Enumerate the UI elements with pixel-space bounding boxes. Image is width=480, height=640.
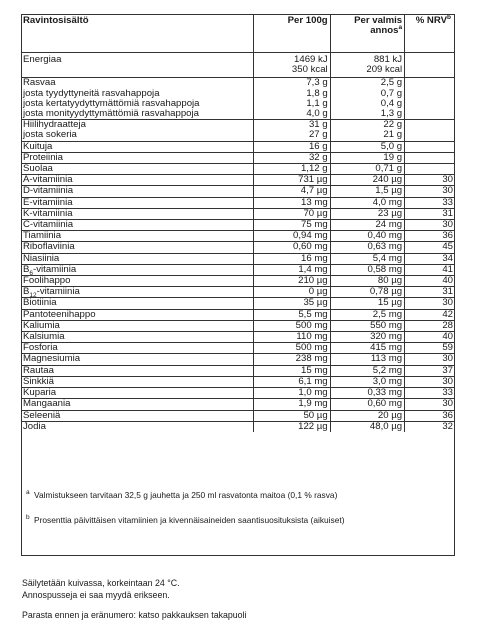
table-row xyxy=(21,354,455,365)
storage-line-2: Annospusseja ei saa myydä erikseen. xyxy=(22,590,170,600)
row-label: C-vitamiinia xyxy=(21,220,254,231)
value-per-serving: 23 µg xyxy=(330,208,404,219)
row-label: Rautaa xyxy=(21,365,254,376)
value-nrv: 59 xyxy=(405,343,455,354)
value-nrv: 31 xyxy=(405,287,455,298)
row-label: Tiamiinia xyxy=(21,231,254,242)
table-row xyxy=(21,78,455,89)
value-nrv: 33 xyxy=(405,197,455,208)
value-per-serving: 4,0 mg xyxy=(330,197,404,208)
value-per-serving: 1,3 g xyxy=(330,109,404,120)
row-label: Biotiinia xyxy=(21,298,254,309)
row-label: Energiaa xyxy=(21,53,254,78)
value-nrv: 32 xyxy=(405,421,455,432)
table-row xyxy=(21,197,455,208)
table-row xyxy=(21,410,455,421)
value-per-serving: 2,5 g xyxy=(330,78,404,89)
table-row xyxy=(21,332,455,343)
value-nrv xyxy=(405,89,455,99)
value-per-serving: 0,33 mg xyxy=(330,388,404,399)
table-row xyxy=(21,220,455,231)
row-label: Hiilihydraatteja xyxy=(23,119,86,131)
footnote-b-mark: b xyxy=(26,514,30,521)
value-per-serving: 0,58 mg xyxy=(330,264,404,275)
value-per-serving: 20 µg xyxy=(330,410,404,421)
energy-per-100g-kcal: 350 kcal xyxy=(291,64,328,76)
footnote-a-mark: a xyxy=(26,489,30,496)
table-row xyxy=(21,376,455,387)
value-per-serving: 0,78 µg xyxy=(330,287,404,298)
value-nrv: 30 xyxy=(405,175,455,186)
row-label xyxy=(21,264,254,275)
value-nrv xyxy=(405,78,455,89)
value-per-serving: 1,5 µg xyxy=(330,186,404,197)
row-label-prefix: B xyxy=(23,263,30,275)
value-per-100g: 1,12 g xyxy=(254,164,330,175)
table-row xyxy=(21,109,455,120)
value-nrv: 40 xyxy=(405,276,455,287)
value-nrv xyxy=(405,152,455,163)
value-per-100g: 1,1 g xyxy=(254,99,330,109)
value-per-serving: 0,63 mg xyxy=(330,242,404,253)
row-label: D-vitamiinia xyxy=(21,186,254,197)
row-label: Suolaa xyxy=(21,164,254,175)
header-per-serving xyxy=(330,14,404,53)
table-row xyxy=(21,231,455,242)
storage-info xyxy=(22,577,462,621)
value-per-100g: 16 mg xyxy=(254,253,330,264)
footnote-mark-b: b xyxy=(447,13,451,21)
value-per-100g: 0,60 mg xyxy=(254,242,330,253)
table-row xyxy=(21,421,455,432)
value-nrv xyxy=(405,99,455,109)
value-per-100g: 500 mg xyxy=(254,343,330,354)
value-nrv: 30 xyxy=(405,376,455,387)
energy-serving-kj: 881 kJ xyxy=(373,54,403,65)
value-per-100g: 500 mg xyxy=(254,320,330,331)
value-per-serving: 0,60 mg xyxy=(330,399,404,410)
value-per-serving: 5,4 mg xyxy=(330,253,404,264)
value-nrv: 28 xyxy=(405,320,455,331)
footnote-b xyxy=(26,515,446,526)
table-row xyxy=(21,264,455,275)
value-per-100g: 70 µg xyxy=(254,208,330,219)
row-label: Pantoteenihappo xyxy=(21,309,254,320)
value-per-100g: 15 mg xyxy=(254,365,330,376)
table-row xyxy=(21,141,455,152)
best-before-line: Parasta ennen ja eränumero: katso pakkauksen takapuoli xyxy=(22,610,247,620)
value-per-100g: 75 mg xyxy=(254,220,330,231)
row-label-subscript: 12 xyxy=(29,292,37,300)
row-label-suffix: -vitamiinia xyxy=(36,286,80,298)
value-nrv xyxy=(405,130,455,141)
header-nutrient: Ravintosisältö xyxy=(21,14,254,53)
value-per-serving: 5,0 g xyxy=(330,141,404,152)
value-per-100g: 0,94 mg xyxy=(254,231,330,242)
energy-serving-kcal: 209 kcal xyxy=(366,64,403,76)
row-label: Mangaania xyxy=(21,399,254,410)
table-row xyxy=(21,309,455,320)
footnote-b-text: Prosenttia päivittäisen vitamiinien ja kivennäisaineiden saantisuosituksista (aikuiset) xyxy=(34,515,345,525)
value-per-serving: 415 mg xyxy=(330,343,404,354)
value-per-100g: 5,5 mg xyxy=(254,309,330,320)
row-label: Kalsiumia xyxy=(21,332,254,343)
table-row xyxy=(21,320,455,331)
nutrition-table xyxy=(21,14,455,432)
table-row xyxy=(21,152,455,163)
header-per-100g: Per 100g xyxy=(254,14,330,53)
row-label: Kaliumia xyxy=(21,320,254,331)
table-row xyxy=(21,287,455,298)
value-nrv: 31 xyxy=(405,208,455,219)
value-per-serving: 0,71 g xyxy=(330,164,404,175)
footnote-a xyxy=(26,490,446,501)
value-per-serving: 0,4 g xyxy=(330,99,404,109)
value-per-100g: 4,0 g xyxy=(254,109,330,120)
value-per-100g: 1,4 mg xyxy=(254,264,330,275)
value-per-100g: 238 mg xyxy=(254,354,330,365)
row-label-prefix: B xyxy=(23,286,30,298)
row-label: Jodia xyxy=(23,420,46,432)
value-per-serving: 550 mg xyxy=(330,320,404,331)
value-per-100g: 27 g xyxy=(254,130,330,141)
value-nrv: 30 xyxy=(405,354,455,365)
footnote-a-text: Valmistukseen tarvitaan 32,5 g jauhetta ja 250 ml rasvatonta maitoa (0,1 % rasva) xyxy=(34,490,338,500)
value-per-100g: 1,8 g xyxy=(254,89,330,99)
value-per-100g: 13 mg xyxy=(254,197,330,208)
value-nrv: 30 xyxy=(405,399,455,410)
value-nrv xyxy=(405,164,455,175)
row-label: Seleeniä xyxy=(21,410,254,421)
table-row xyxy=(21,298,455,309)
storage-line-1: Säilytetään kuivassa, korkeintaan 24 °C. xyxy=(22,578,180,588)
row-label-subscript: 6 xyxy=(29,269,34,277)
row-label: Fosforia xyxy=(21,343,254,354)
header-nrv: % NRV$^b$ xyxy=(405,14,455,53)
row-label: Foolihappo xyxy=(21,276,254,287)
value-per-serving: 0,7 g xyxy=(330,89,404,99)
row-label: K-vitamiinia xyxy=(21,208,254,219)
value-per-100g: 31 g xyxy=(254,120,330,131)
row-label: Rasvaa xyxy=(23,77,56,89)
row-label: Kuparia xyxy=(21,388,254,399)
value-per-100g: 110 mg xyxy=(254,332,330,343)
value-per-serving: 0,40 mg xyxy=(330,231,404,242)
value-per-serving: 19 g xyxy=(330,152,404,163)
value-nrv: 30 xyxy=(405,220,455,231)
energy-per-100g xyxy=(254,53,330,78)
row-label: Magnesiumia xyxy=(21,354,254,365)
row-label: Proteiinia xyxy=(21,152,254,163)
row-label: josta monityydyttymättömiä rasvahappoja xyxy=(21,109,254,120)
value-per-100g: 0 µg xyxy=(254,287,330,298)
table-header-row xyxy=(21,14,455,53)
row-label: josta tyydyttyneitä rasvahappoja xyxy=(23,87,160,99)
value-nrv: 36 xyxy=(405,410,455,421)
table-row xyxy=(21,365,455,376)
value-per-serving: 240 µg xyxy=(330,175,404,186)
value-per-100g: 35 µg xyxy=(254,298,330,309)
value-per-100g: 4,7 µg xyxy=(254,186,330,197)
value-per-serving: 320 mg xyxy=(330,332,404,343)
value-per-serving: 21 g xyxy=(330,130,404,141)
value-nrv xyxy=(405,141,455,152)
value-per-serving: 15 µg xyxy=(330,298,404,309)
table-row xyxy=(21,253,455,264)
value-per-100g: 210 µg xyxy=(254,276,330,287)
value-per-serving: 113 mg xyxy=(330,354,404,365)
value-per-100g: 731 µg xyxy=(254,175,330,186)
value-per-serving: 24 mg xyxy=(330,220,404,231)
value-per-100g: 1,9 mg xyxy=(254,399,330,410)
energy-nrv xyxy=(405,53,455,78)
row-label-suffix: -vitamiinia xyxy=(33,263,77,275)
table-row xyxy=(21,399,455,410)
value-nrv: 30 xyxy=(405,298,455,309)
table-row xyxy=(21,388,455,399)
value-nrv: 34 xyxy=(405,253,455,264)
value-per-100g: 50 µg xyxy=(254,410,330,421)
value-per-serving: 80 µg xyxy=(330,276,404,287)
value-per-100g: 32 g xyxy=(254,152,330,163)
value-per-serving: 22 g xyxy=(330,120,404,131)
footnote-mark-a: a xyxy=(398,24,403,32)
value-per-serving: 48,0 µg xyxy=(330,421,404,432)
value-nrv xyxy=(405,120,455,131)
table-row xyxy=(21,242,455,253)
table-row xyxy=(21,164,455,175)
value-nrv: 40 xyxy=(405,332,455,343)
table-row xyxy=(21,130,455,141)
value-per-100g: 16 g xyxy=(254,141,330,152)
value-nrv: 33 xyxy=(405,388,455,399)
value-per-100g: 122 µg xyxy=(254,421,330,432)
value-nrv: 30 xyxy=(405,186,455,197)
table-row xyxy=(21,208,455,219)
row-label: E-vitamiinia xyxy=(21,197,254,208)
row-label: josta kertatyydyttymättömiä rasvahappoja xyxy=(23,97,200,109)
row-label: Kuituja xyxy=(21,141,254,152)
value-nrv: 36 xyxy=(405,231,455,242)
value-per-100g: 6,1 mg xyxy=(254,376,330,387)
row-label: josta sokeria xyxy=(21,130,254,141)
value-nrv: 42 xyxy=(405,309,455,320)
energy-per-serving xyxy=(330,53,404,78)
value-per-serving: 2,5 mg xyxy=(330,309,404,320)
energy-per-100g-kj: 1469 kJ xyxy=(294,54,328,65)
value-per-serving: 3,0 mg xyxy=(330,376,404,387)
row-label: A-vitamiinia xyxy=(21,175,254,186)
value-nrv: 41 xyxy=(405,264,455,275)
table-row xyxy=(21,175,455,186)
table-row xyxy=(21,186,455,197)
table-row xyxy=(21,276,455,287)
row-label: Riboflaviinia xyxy=(21,242,254,253)
header-per-serving-text: Per valmis annos xyxy=(354,15,403,37)
row-label: Sinkkiä xyxy=(21,376,254,387)
row-label xyxy=(21,287,254,298)
value-nrv: 37 xyxy=(405,365,455,376)
row-label: Niasiinia xyxy=(21,253,254,264)
table-row-energy xyxy=(21,53,455,78)
value-per-100g: 7,3 g xyxy=(254,78,330,89)
table-row xyxy=(21,343,455,354)
value-nrv xyxy=(405,109,455,120)
value-per-100g: 1,0 mg xyxy=(254,388,330,399)
value-per-serving: 5,2 mg xyxy=(330,365,404,376)
value-nrv: 45 xyxy=(405,242,455,253)
footnotes xyxy=(26,490,446,540)
